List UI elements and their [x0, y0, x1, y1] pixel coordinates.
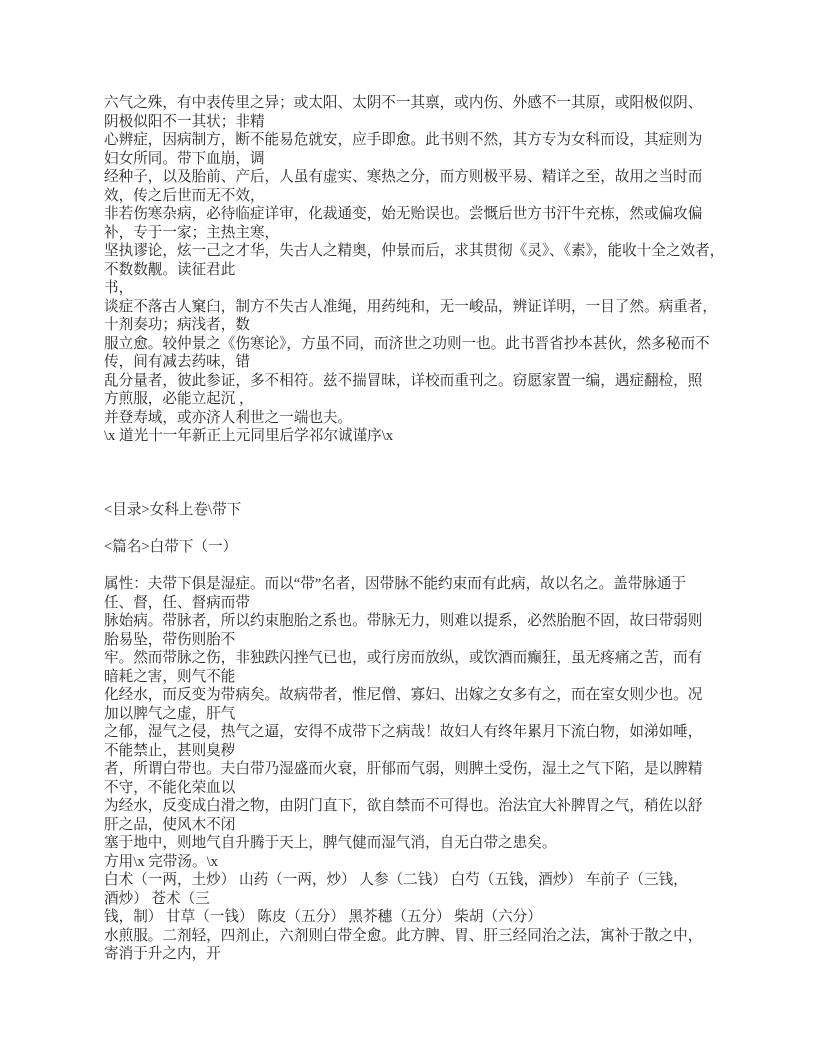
body-line: 塞于地中，则地气自升腾于天上，脾气健而湿气消，自无白带之患矣。	[104, 835, 557, 851]
prescription-name-line: 方用\x 完带汤。\x	[104, 853, 218, 870]
body-line: 胎易坠，带伤则胎不	[104, 631, 236, 648]
preface-line: 坚执谬论，炫一己之才华，失古人之精奥，仲景而后，求其贯彻《灵》、《素》，能收十全之效者，	[104, 243, 725, 259]
blank-line	[104, 520, 720, 539]
preface-line: 十剂奏功；病浅者，数	[104, 317, 250, 333]
preface-line: 妇女所同。带下血崩，调	[104, 150, 265, 167]
preface-line: 心辨症，因病制方，断不能易危就安，应手即愈。此书则不然，其方专为女科而设，其症则为	[104, 132, 703, 148]
toc-line: <目录>女科上卷\带下	[104, 502, 242, 518]
preface-signature-line: \x 道光十一年新正上元同里后学祁尔诚谨序\x	[104, 428, 394, 444]
body-line: 寄消于升之内，开	[104, 946, 221, 962]
body-line: 脉始病。带脉者，所以约束胞胎之系也。带脉无力，则难以提系，必然胎胞不固，故曰带弱则	[104, 613, 703, 629]
section-title-line: <篇名>白带下（一）	[104, 539, 238, 555]
ingredients-line: 白术（一两，土炒） 山药（一两，炒） 人参（二钱） 白芍（五钱，酒炒） 车前子（三钱，	[104, 872, 688, 888]
blank-line	[104, 446, 720, 465]
preface-line: 六气之殊，有中表传里之异；或太阳、太阴不一其禀，或内伤、外感不一其原，或阳极似阴、	[104, 95, 703, 111]
blank-line	[104, 464, 720, 483]
body-line: 暗耗之害，则气不能	[104, 668, 236, 685]
body-line: 加以脾气之虚，肝气	[104, 705, 236, 722]
body-line: 属性：夫带下俱是湿症。而以“带”名者，因带脉不能约束而有此病，故以名之。盖带脉通于	[104, 576, 687, 592]
body-line: 化经水，而反变为带病矣。故病带者，惟尼僧、寡妇、出嫁之女多有之，而在室女则少也。况	[104, 687, 703, 703]
body-line: 任、督，任、督病而带	[104, 594, 250, 611]
body-line: 肝之品，使风木不闭	[104, 816, 236, 833]
ingredients-line: 钱，制） 甘草（一钱） 陈皮（五分） 黑芥穗（五分） 柴胡（六分）	[104, 909, 542, 925]
body-line: 为经水，反变成白滑之物，由阴门直下，欲自禁而不可得也。治法宜大补脾胃之气，稍佐以舒	[104, 798, 703, 814]
body-line: 牢。然而带脉之伤，非独跌闪挫气已也，或行房而放纵，或饮酒而癫狂，虽无疼痛之苦，而有	[104, 650, 703, 666]
blank-line	[104, 557, 720, 576]
preface-line: 书，	[104, 280, 134, 296]
preface-line: 乱分量者，彼此参证，多不相符。兹不揣冒昧，详校而重刊之。窃愿家置一编，遇症翻检，照	[104, 372, 703, 389]
preface-line: 并登寿域，或亦济人利世之一端也夫。	[104, 409, 353, 426]
preface-line: 经种子，以及胎前、产后，人虽有虚实、寒热之分，而方则极平易、精详之至，故用之当时而	[104, 169, 703, 185]
preface-line: 方煎服，必能立起沉 ，	[104, 391, 254, 407]
preface-line: 谈症不落古人窠臼，制方不失古人准绳，用药纯和，无一峻品，辨证详明，一目了然。病重者，	[104, 298, 717, 315]
blank-line	[104, 483, 720, 502]
preface-line: 不数数觏。读征君此	[104, 261, 236, 278]
ingredients-line: 酒炒） 苍术（三	[104, 890, 210, 907]
preface-line: 传，间有减去药味，错	[104, 354, 250, 370]
preface-line: 服立愈。较仲景之《伤寒论》，方虽不同，而济世之功则一也。此书晋省抄本甚伙，然多秘而不	[104, 335, 710, 352]
preface-line: 补，专于一家；主热主寒，	[104, 224, 280, 241]
body-line: 之郁，湿气之侵，热气之逼，安得不成带下之病哉！故妇人有终年累月下流白物，如涕如唾，	[104, 724, 703, 740]
body-line: 水煎服。二剂轻，四剂止，六剂则白带全愈。此方脾、胃、肝三经同治之法，寓补于散之中，	[104, 927, 703, 944]
body-line: 不能禁止，甚则臭秽	[104, 742, 236, 759]
preface-line: 非若伤寒杂病，必待临症详审，化裁通变，始无贻误也。尝慨后世方书汗牛充栋，然或偏攻偏	[104, 206, 703, 222]
body-line: 不守，不能化荣血以	[104, 779, 236, 796]
preface-line: 阴极似阳不一其状；非精	[104, 113, 265, 130]
preface-line: 效，传之后世而无不效，	[104, 187, 265, 204]
body-line: 者，所谓白带也。夫白带乃湿盛而火衰，肝郁而气弱，则脾土受伤，湿土之气下陷，是以脾精	[104, 761, 703, 777]
